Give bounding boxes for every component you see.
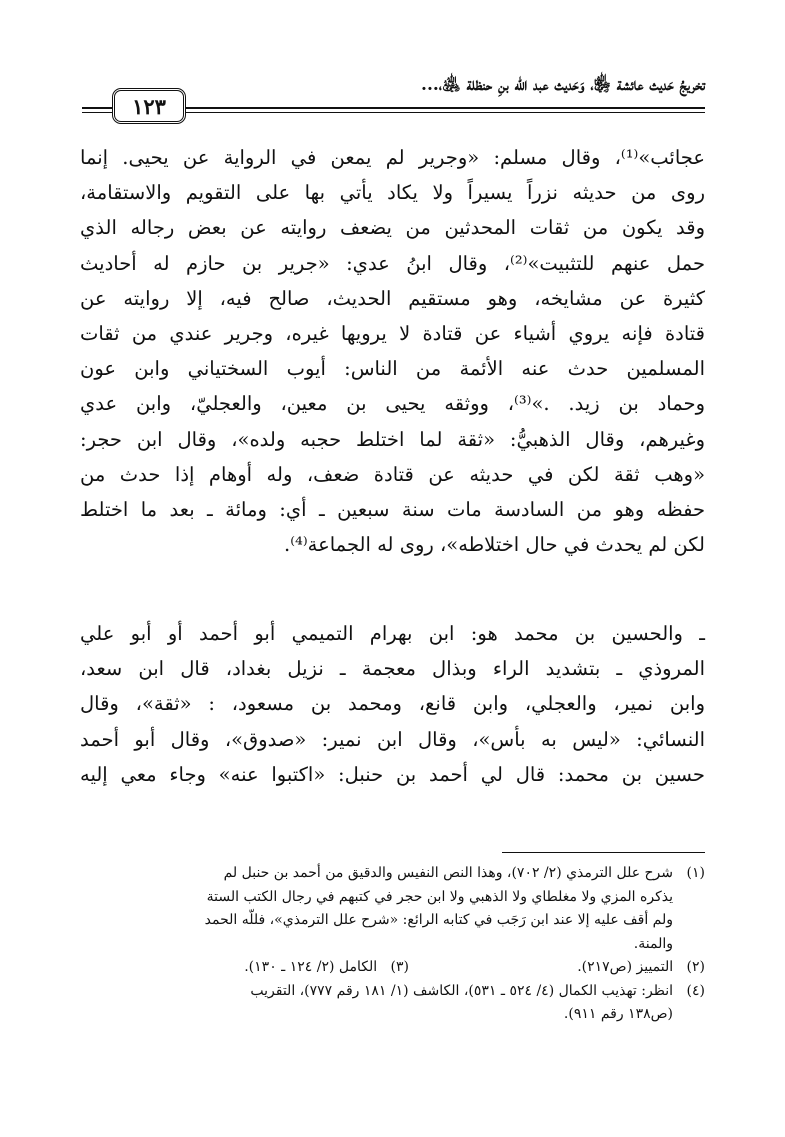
footnotes xyxy=(80,862,705,1027)
footnote-line: والمنة. xyxy=(633,935,673,952)
footnote-line: (ص١٣٨ رقم ٩١١). xyxy=(563,1006,673,1022)
text-line: المسلمين حدث عنه الأئمة من الناس: أيوب السختياني وابن عون xyxy=(80,357,705,381)
footnote-line: شرح علل الترمذي (٢/ ٧٠٢)، وهذا النص النفيس والدقيق من أحمد بن حنبل لم xyxy=(223,865,673,881)
footnote-2 xyxy=(577,956,705,980)
footnote-4 xyxy=(80,980,705,1027)
text-line: حسين بن محمد: قال لي أحمد بن حنبل: «اكتبوا عنه» وجاء معي إليه xyxy=(80,762,705,786)
text-line: كثيرة عن مشايخه، وهو مستقيم الحديث، صالح فيه، إلا روايته عن xyxy=(80,286,705,310)
footnote-1 xyxy=(80,862,705,956)
footnote-3 xyxy=(244,956,409,980)
body-paragraph-1 xyxy=(80,140,705,562)
footnote-number: (٤) xyxy=(686,982,705,999)
footnote-line: انظر: تهذيب الكمال (٤/ ٥٢٤ ـ ٥٣١)، الكاشف (١/ ١٨١ رقم ٧٧٧)، التقريب xyxy=(250,982,673,999)
footnote-number: (٣) xyxy=(390,959,409,975)
footnote-separator xyxy=(502,852,705,853)
text-line: «وهب ثقة لكن في حديثه عن قتادة ضعف، وله أوهام إذا حدث من xyxy=(80,462,705,486)
text-line: وغيرهم، وقال الذهبيُّ: «ثقة لما اختلط حجبه ولده»، وقال ابن حجر: xyxy=(80,427,705,451)
text-line: وحماد بن زيد. .»⁽³⁾، ووثقه يحيى بن معين، والعجليّ، وابن عدي xyxy=(80,392,705,416)
text-line: لكن لم يحدث في حال اختلاطه»، روى له الجماعة⁽⁴⁾. xyxy=(284,533,705,557)
footnote-text: الكامل (٢/ ١٢٤ ـ ١٣٠). xyxy=(244,959,378,975)
footnote-text: التمييز (ص٢١٧). xyxy=(577,959,674,975)
text-line: روى من حديثه نزراً يسيراً ولا يكاد يأتي بها على التقويم والاستقامة، xyxy=(80,181,705,205)
footnotes-2-3 xyxy=(80,956,705,980)
footnote-number: (٢) xyxy=(686,959,705,975)
text-line: وابن نمير، والعجلي، وابن قانع، ومحمد بن مسعود، : «ثقة»، وقال xyxy=(80,692,705,716)
text-line: قتادة فإنه يروي أشياء عن قتادة لا يرويها غيره، وجرير عندي من ثقات xyxy=(80,322,705,346)
text-line: النسائي: «ليس به بأس»، وقال ابن نمير: «صدوق»، وقال أبو أحمد xyxy=(80,727,705,751)
text-line: حمل عنهم للتثبيت»⁽²⁾، وقال ابنُ عدي: «جرير بن حازم له أحاديث xyxy=(80,251,705,275)
text-line: ـ والحسين بن محمد هو: ابن بهرام التميمي أبو أحمد أو أبو علي xyxy=(80,622,705,645)
running-title: تخريجُ حَديث عائشة ﵂، وَحَديث عبد الله بنِ حنظلة ﵁،... xyxy=(421,75,705,95)
footnote-line: يذكره المزي ولا مغلطاي ولا الذهبي ولا ابن حجر في كتبهم في رجال الكتب الستة xyxy=(206,888,673,905)
text-line: حفظه وهو من السادسة مات سنة سبعين ـ أي: ومائة ـ بعد ما اختلط xyxy=(80,498,705,522)
text-line: وقد يكون من ثقات المحدثين من يضعف روايته عن بعض رجاله الذي xyxy=(80,216,705,240)
footnote-number: (١) xyxy=(686,865,705,881)
body-paragraph-2 xyxy=(80,616,705,792)
page-number: ١٢٣ xyxy=(112,88,186,124)
text-line: عجائب»⁽¹⁾، وقال مسلم: «وجرير لم يمعن في الرواية عن يحيى. إنما xyxy=(80,146,705,169)
footnote-line: ولم أقف عليه إلا عند ابن رَجَب في كتابه الرائع: «شرح علل الترمذي»، فللّه الحمد xyxy=(204,912,673,928)
text-line: المروذي ـ بتشديد الراء وبذال معجمة ـ نزيل بغداد، قال ابن سعد، xyxy=(80,657,705,681)
page-header xyxy=(82,72,705,122)
